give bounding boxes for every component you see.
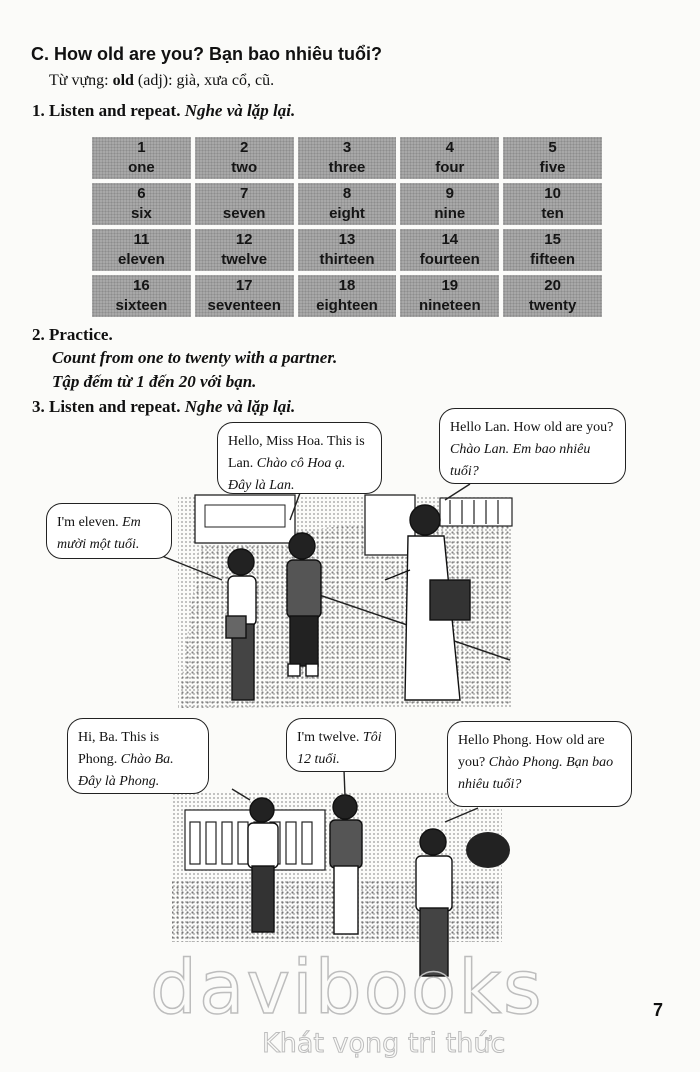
number-word: twelve xyxy=(221,251,268,268)
vocab-prefix: Từ vựng: xyxy=(49,72,113,89)
number-word: ten xyxy=(541,205,564,222)
bubble-phong-en: Hello Phong. How old are you? xyxy=(458,733,605,770)
number-word: nineteen xyxy=(418,297,481,314)
watermark-brand: davibooks xyxy=(150,945,544,1031)
exercise-1-label-vi: Nghe và lặp lại. xyxy=(184,101,296,120)
exercise-2-instruction: Count from one to twenty with a partner. xyxy=(52,348,338,367)
speech-bubble-ba xyxy=(67,718,209,794)
number-digit: 11 xyxy=(133,231,150,248)
number-digit: 4 xyxy=(445,139,454,156)
number-word: one xyxy=(128,159,155,176)
section-title: C. How old are you? Bạn bao nhiêu tuổi? xyxy=(31,44,382,64)
number-digit: 9 xyxy=(445,185,454,202)
number-word: eight xyxy=(329,205,365,222)
number-digit: 3 xyxy=(342,139,352,156)
exercise-1-label: 1. Listen and repeat. xyxy=(32,101,185,120)
number-digit: 2 xyxy=(240,139,249,156)
number-digit: 18 xyxy=(338,277,356,294)
number-word: eighteen xyxy=(316,297,378,314)
number-word: four xyxy=(435,159,465,176)
number-word: three xyxy=(328,159,366,176)
number-digit: 17 xyxy=(235,277,253,294)
number-word: seven xyxy=(222,205,266,222)
number-word: twenty xyxy=(528,297,577,314)
bubble-teacher-vi: Chào Lan. Em bao nhiêu tuổi? xyxy=(450,442,591,479)
exercise-2-instruction-vi: Tập đếm từ 1 đến 20 với bạn. xyxy=(52,372,257,391)
number-word: nine xyxy=(434,205,466,222)
number-word: six xyxy=(130,205,152,222)
bubble-hoa-en: Hello, Miss Hoa. This is Lan. xyxy=(228,434,365,471)
number-digit: 16 xyxy=(133,277,150,294)
bubble-twelve-vi: Tôi 12 tuổi. xyxy=(297,730,382,767)
number-word: five xyxy=(539,159,566,176)
bubble-teacher-en: Hello Lan. How old are you? xyxy=(450,420,614,435)
vocab-word: old xyxy=(112,72,134,89)
number-digit: 6 xyxy=(137,185,146,202)
exercise-3-label-vi: Nghe và lặp lại. xyxy=(184,397,296,416)
number-digit: 14 xyxy=(441,231,459,248)
number-word: eleven xyxy=(118,251,165,268)
speech-bubble-hoa xyxy=(217,422,382,494)
number-digit: 7 xyxy=(240,185,249,202)
number-word: fourteen xyxy=(419,251,480,268)
number-digit: 5 xyxy=(548,139,557,156)
number-digit: 19 xyxy=(441,277,459,294)
exercise-2-heading: 2. Practice. xyxy=(32,325,113,344)
number-word: sixteen xyxy=(115,297,168,314)
number-digit: 20 xyxy=(544,277,561,294)
number-word: two xyxy=(231,159,258,176)
number-digit: 1 xyxy=(137,139,146,156)
bubble-phong-vi: Chào Phong. Bạn bao nhiêu tuổi? xyxy=(458,755,614,792)
number-word: thirteen xyxy=(319,251,375,268)
bubble-ba-en: Hi, Ba. This is Phong. xyxy=(78,730,160,767)
bubble-twelve-en: I'm twelve. xyxy=(297,730,363,745)
bubble-eleven-vi: Em mười một tuổi. xyxy=(57,515,141,552)
bubble-eleven-en: I'm eleven. xyxy=(57,515,123,530)
number-word: fifteen xyxy=(530,251,576,268)
bubble-ba-vi: Chào Ba. Đây là Phong. xyxy=(78,752,174,789)
bubble-hoa-vi: Chào cô Hoa ạ. Đây là Lan. xyxy=(228,456,346,493)
number-digit: 15 xyxy=(544,231,561,248)
page-number: 7 xyxy=(653,1000,664,1020)
vocab-definition: (adj): già, xưa cổ, cũ. xyxy=(133,72,275,89)
number-digit: 10 xyxy=(544,185,561,202)
watermark-slogan: Khát vọng tri thức xyxy=(262,1028,506,1059)
number-digit: 12 xyxy=(235,231,253,248)
number-digit: 13 xyxy=(338,231,356,248)
speech-bubble-eleven xyxy=(46,503,172,559)
speech-bubble-teacher xyxy=(439,408,626,484)
number-word: seventeen xyxy=(207,297,281,314)
speech-bubble-twelve xyxy=(286,718,396,772)
speech-bubble-phong xyxy=(447,721,632,807)
exercise-3-label: 3. Listen and repeat. xyxy=(32,397,185,416)
number-digit: 8 xyxy=(342,185,352,202)
